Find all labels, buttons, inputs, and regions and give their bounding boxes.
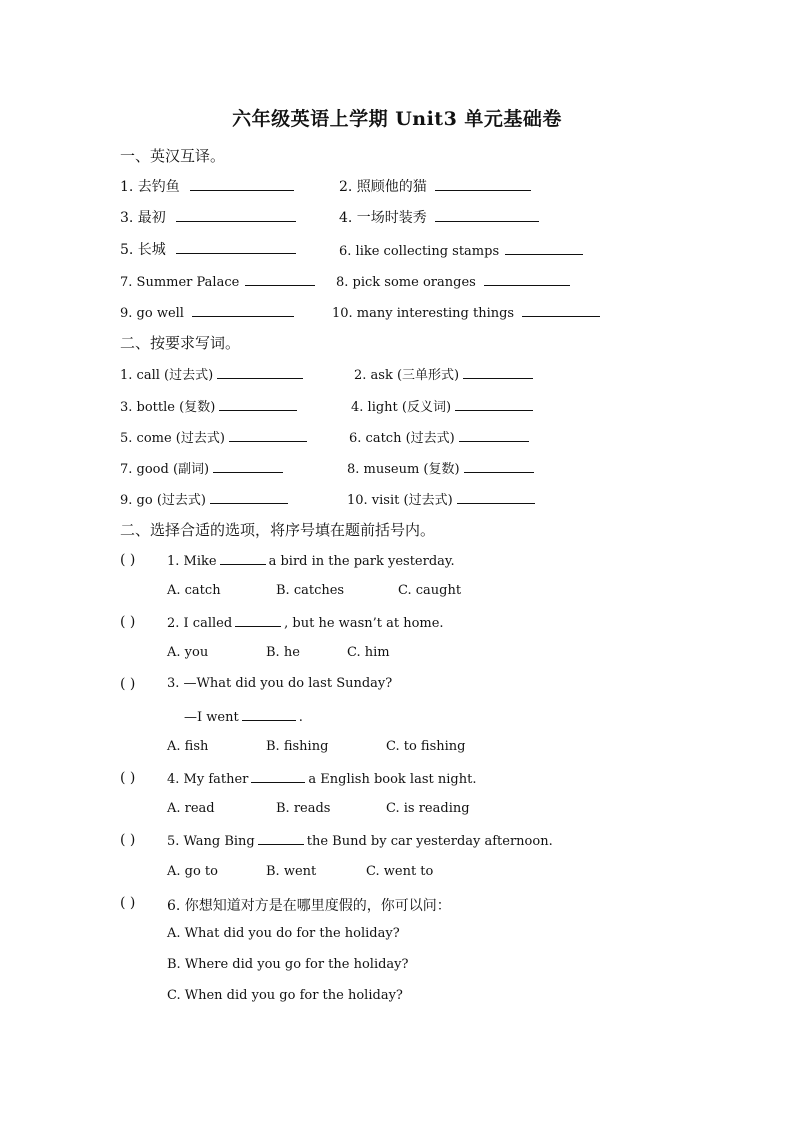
option-c[interactable]: C. went to	[366, 864, 434, 879]
question-blank	[251, 770, 305, 783]
s1-item-9: 9. go well	[120, 302, 294, 321]
question-1: 1. Mike a bird in the park yesterday.	[167, 554, 455, 569]
option-a[interactable]: A. What did you do for the holiday?	[167, 926, 400, 941]
s1-item-8: 8. pick some oranges	[336, 271, 570, 290]
answer-blank[interactable]	[457, 489, 535, 504]
answer-blank[interactable]	[213, 458, 283, 473]
answer-blank[interactable]	[210, 489, 288, 504]
option-c[interactable]: C. is reading	[386, 801, 470, 816]
answer-blank[interactable]	[229, 427, 307, 442]
answer-blank[interactable]	[217, 364, 303, 379]
answer-blank[interactable]	[176, 207, 296, 222]
option-b[interactable]: B. reads	[276, 801, 331, 816]
option-c[interactable]: C. caught	[398, 583, 462, 598]
question-3: 3. —What did you do last Sunday?	[167, 676, 393, 691]
option-b[interactable]: B. went	[266, 864, 317, 879]
question-4: 4. My father a English book last night.	[167, 772, 477, 787]
answer-blank[interactable]	[435, 176, 531, 191]
option-c[interactable]: C. him	[347, 645, 390, 660]
option-c[interactable]: C. When did you go for the holiday?	[167, 988, 403, 1003]
s1-item-6: 6. like collecting stamps	[339, 240, 583, 259]
s1-item-1: 1. 去钓鱼	[120, 176, 294, 196]
s2-item-4: 4. light (反义词)	[351, 396, 533, 415]
s2-item-2: 2. ask (三单形式)	[354, 364, 533, 383]
answer-blank[interactable]	[505, 240, 583, 255]
answer-paren[interactable]: ( )	[120, 676, 136, 692]
answer-blank[interactable]	[459, 427, 529, 442]
option-a[interactable]: A. go to	[167, 864, 218, 879]
option-a[interactable]: A. fish	[167, 739, 209, 754]
question-3-line2: —I went .	[184, 710, 303, 725]
answer-blank[interactable]	[435, 207, 539, 222]
option-b[interactable]: B. he	[266, 645, 300, 660]
answer-blank[interactable]	[176, 239, 296, 254]
answer-paren[interactable]: ( )	[120, 552, 136, 568]
s2-item-9: 9. go (过去式)	[120, 489, 288, 508]
s2-item-5: 5. come (过去式)	[120, 427, 307, 446]
option-c[interactable]: C. to fishing	[386, 739, 466, 754]
s2-item-7: 7. good (副词)	[120, 458, 283, 477]
s2-item-1: 1. call (过去式)	[120, 364, 303, 383]
answer-blank[interactable]	[192, 302, 294, 317]
s1-item-5: 5. 长城	[120, 239, 296, 259]
answer-blank[interactable]	[463, 364, 533, 379]
section1-heading: 一、英汉互译。	[120, 147, 226, 165]
option-a[interactable]: A. catch	[167, 583, 221, 598]
question-2: 2. I called , but he wasn’t at home.	[167, 616, 444, 631]
option-b[interactable]: B. Where did you go for the holiday?	[167, 957, 409, 972]
s2-item-6: 6. catch (过去式)	[349, 427, 529, 446]
s2-item-8: 8. museum (复数)	[347, 458, 534, 477]
option-b[interactable]: B. fishing	[266, 739, 329, 754]
answer-blank[interactable]	[455, 396, 533, 411]
s1-item-10: 10. many interesting things	[332, 302, 600, 321]
option-a[interactable]: A. read	[167, 801, 215, 816]
section2-heading: 二、按要求写词。	[120, 334, 241, 352]
question-blank	[242, 708, 296, 721]
option-b[interactable]: B. catches	[276, 583, 345, 598]
s1-item-7: 7. Summer Palace	[120, 271, 315, 290]
question-blank	[258, 832, 304, 845]
question-6: 6. 你想知道对方是在哪里度假的，你可以问：	[167, 898, 451, 914]
question-blank	[220, 552, 266, 565]
s2-item-10: 10. visit (过去式)	[347, 489, 535, 508]
question-5: 5. Wang Bing the Bund by car yesterday afternoon.	[167, 834, 553, 849]
section3-heading: 二、选择合适的选项，将序号填在题前括号内。	[120, 521, 436, 539]
option-a[interactable]: A. you	[167, 645, 209, 660]
answer-paren[interactable]: ( )	[120, 770, 136, 786]
s2-item-3: 3. bottle (复数)	[120, 396, 297, 415]
page-title: 六年级英语上学期 Unit3 单元基础卷	[232, 108, 562, 130]
s1-item-3: 3. 最初	[120, 207, 296, 227]
answer-blank[interactable]	[190, 176, 294, 191]
answer-blank[interactable]	[464, 458, 534, 473]
s1-item-2: 2. 照顾他的猫	[339, 176, 531, 196]
question-blank	[235, 614, 281, 627]
answer-paren[interactable]: ( )	[120, 614, 136, 630]
answer-paren[interactable]: ( )	[120, 832, 136, 848]
answer-blank[interactable]	[219, 396, 297, 411]
answer-blank[interactable]	[522, 302, 600, 317]
answer-paren[interactable]: ( )	[120, 895, 136, 911]
answer-blank[interactable]	[245, 271, 315, 286]
answer-blank[interactable]	[484, 271, 570, 286]
s1-item-4: 4. 一场时装秀	[339, 207, 539, 227]
